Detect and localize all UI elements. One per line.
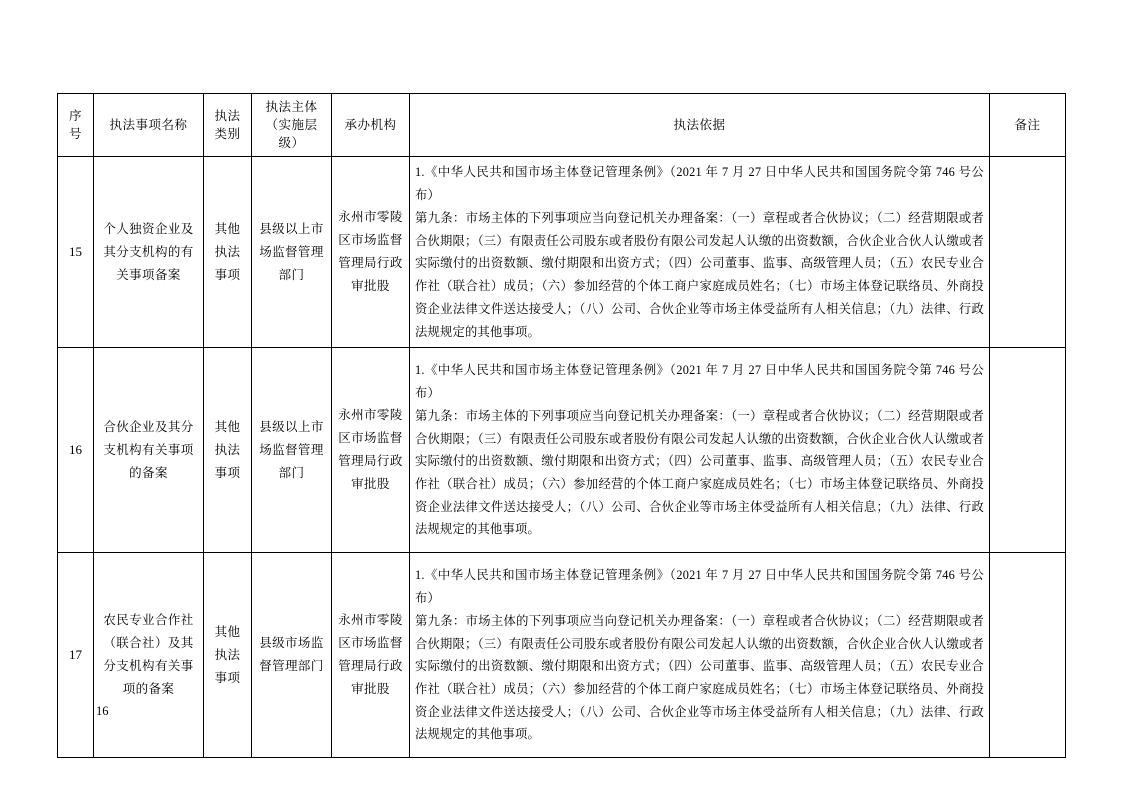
cell-remark [990, 348, 1066, 553]
cell-seq: 16 [58, 348, 94, 553]
cell-handling-org: 永州市零陵区市场监督管理局行政审批股 [332, 157, 410, 348]
cell-remark [990, 157, 1066, 348]
legal-basis-title: 1.《中华人民共和国市场主体登记管理条例》（2021 年 7 月 27 日中华人民共和国国务院令第 746 号公布） [415, 568, 984, 606]
legal-basis-title: 1.《中华人民共和国市场主体登记管理条例》（2021 年 7 月 27 日中华人民共和国国务院令第 746 号公布） [415, 165, 984, 203]
cell-handling-org: 永州市零陵区市场监督管理局行政审批股 [332, 553, 410, 758]
table-row [58, 348, 1066, 553]
table-row [58, 157, 1066, 348]
column-header-seq: 序号 [58, 94, 94, 157]
cell-legal-basis [410, 348, 990, 553]
cell-seq: 17 [58, 553, 94, 758]
legal-basis-article: 第九条：市场主体的下列事项应当向登记机关办理备案：（一）章程或者合伙协议；（二）经营期限或者合伙期限；（三）有限责任公司股东或者股份有限公司发起人认缴的出资数额，合伙企业合伙人认缴或者实际缴付的出资数额、缴付期限和出资方式；（四）公司董事、监事、高级管理人员；（五）农民专业合作社（联合社）成员；（六）参加经营的个体工商户家庭成员姓名；（七）市场主体登记联络员、外商投资企业法律文件送达接受人；（八）公司、合伙企业等市场主体受益所有人相关信息；（九）法律、行政法规规定的其他事项。 [415, 408, 984, 537]
column-header-subject: 执法主体（实施层级） [252, 94, 332, 157]
cell-item-name: 个人独资企业及其分支机构的有关事项备案 [94, 157, 204, 348]
page-number: 16 [96, 704, 109, 718]
cell-legal-basis [410, 157, 990, 348]
cell-item-name: 农民专业合作社（联合社）及其分支机构有关事项的备案 [94, 553, 204, 758]
cell-item-type: 其他执法事项 [204, 348, 252, 553]
cell-enforcement-subject: 县级以上市场监督管理部门 [252, 157, 332, 348]
column-header-basis: 执法依据 [410, 94, 990, 157]
legal-basis-article: 第九条：市场主体的下列事项应当向登记机关办理备案：（一）章程或者合伙协议；（二）经营期限或者合伙期限；（三）有限责任公司股东或者股份有限公司发起人认缴的出资数额，合伙企业合伙人认缴或者实际缴付的出资数额、缴付期限和出资方式；（四）公司董事、监事、高级管理人员；（五）农民专业合作社（联合社）成员；（六）参加经营的个体工商户家庭成员姓名；（七）市场主体登记联络员、外商投资企业法律文件送达接受人；（八）公司、合伙企业等市场主体受益所有人相关信息；（九）法律、行政法规规定的其他事项。 [415, 210, 984, 339]
cell-seq: 15 [58, 157, 94, 348]
cell-legal-basis [410, 553, 990, 758]
table-row [58, 553, 1066, 758]
enforcement-items-table [57, 93, 1066, 758]
table-header-row [58, 94, 1066, 157]
legal-basis-article: 第九条：市场主体的下列事项应当向登记机关办理备案：（一）章程或者合伙协议；（二）经营期限或者合伙期限；（三）有限责任公司股东或者股份有限公司发起人认缴的出资数额，合伙企业合伙人认缴或者实际缴付的出资数额、缴付期限和出资方式；（四）公司董事、监事、高级管理人员；（五）农民专业合作社（联合社）成员；（六）参加经营的个体工商户家庭成员姓名；（七）市场主体登记联络员、外商投资企业法律文件送达接受人；（八）公司、合伙企业等市场主体受益所有人相关信息；（九）法律、行政法规规定的其他事项。 [415, 613, 984, 742]
cell-enforcement-subject: 县级以上市场监督管理部门 [252, 348, 332, 553]
cell-item-type: 其他执法事项 [204, 553, 252, 758]
column-header-remark: 备注 [990, 94, 1066, 157]
column-header-type: 执法类别 [204, 94, 252, 157]
column-header-org: 承办机构 [332, 94, 410, 157]
cell-remark [990, 553, 1066, 758]
cell-handling-org: 永州市零陵区市场监督管理局行政审批股 [332, 348, 410, 553]
cell-enforcement-subject: 县级市场监督管理部门 [252, 553, 332, 758]
legal-basis-title: 1.《中华人民共和国市场主体登记管理条例》（2021 年 7 月 27 日中华人民共和国国务院令第 746 号公布） [415, 363, 984, 401]
cell-item-type: 其他执法事项 [204, 157, 252, 348]
cell-item-name: 合伙企业及其分支机构有关事项的备案 [94, 348, 204, 553]
column-header-name: 执法事项名称 [94, 94, 204, 157]
